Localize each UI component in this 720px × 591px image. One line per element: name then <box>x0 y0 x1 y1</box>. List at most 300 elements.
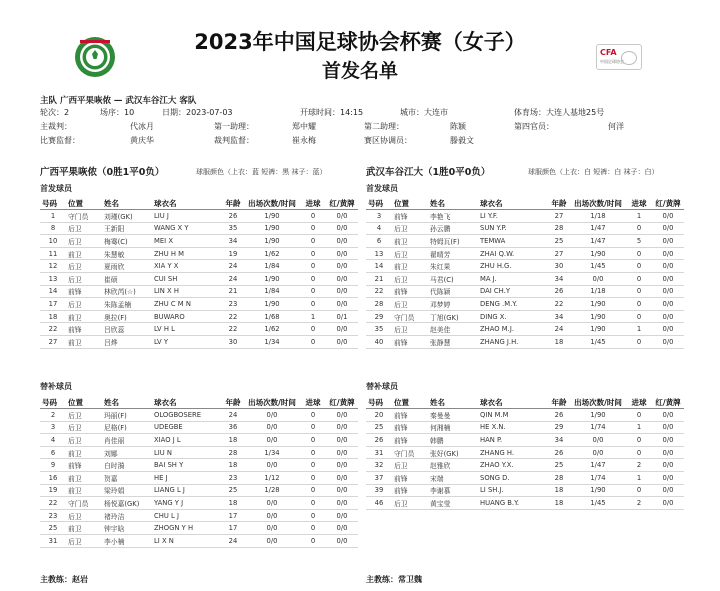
col-appearances-cell: 1/90 <box>244 298 300 311</box>
col-cards-cell: 0/0 <box>652 222 684 235</box>
col-name-cell: 吕欣蕊 <box>102 323 152 336</box>
col-shirt-name-cell: ZHAO Y.X. <box>478 459 548 472</box>
col-shirt-name-header: 球衣名 <box>152 396 222 409</box>
col-cards-cell: 0/0 <box>326 459 358 472</box>
col-shirt-name-cell: XIA Y X <box>152 260 222 273</box>
col-appearances-cell: 1/34 <box>244 335 300 348</box>
col-cards-cell: 0/0 <box>652 409 684 422</box>
coordinator-label: 赛区协调员： <box>364 136 412 145</box>
col-shirt-name-cell: LI Y.F. <box>478 210 548 223</box>
col-goals-cell: 0 <box>626 484 652 497</box>
col-number-cell: 35 <box>366 323 392 336</box>
col-age-cell: 26 <box>222 210 244 223</box>
col-cards-header: 红/黄牌 <box>652 396 684 409</box>
col-age-cell: 23 <box>222 298 244 311</box>
col-appearances-cell: 1/90 <box>570 247 626 260</box>
col-cards-cell: 0/0 <box>652 459 684 472</box>
col-shirt-name-cell: DENG .M.Y. <box>478 298 548 311</box>
col-appearances-cell: 1/12 <box>244 471 300 484</box>
col-position-cell: 前锋 <box>66 285 102 298</box>
fourth-official-label: 第四官员： <box>514 122 554 131</box>
col-goals-cell: 0 <box>300 210 326 223</box>
col-number-header: 号码 <box>366 197 392 210</box>
col-position-cell: 前锋 <box>66 459 102 472</box>
col-appearances-cell: 1/28 <box>244 484 300 497</box>
col-goals-cell: 0 <box>300 409 326 422</box>
col-shirt-name-cell: WANG X Y <box>152 222 222 235</box>
table-row <box>40 434 358 447</box>
col-age-cell: 27 <box>548 210 570 223</box>
table-row <box>40 260 358 273</box>
ref-inspector-label: 裁判监督： <box>214 136 254 145</box>
table-row <box>40 298 358 311</box>
col-number-cell: 27 <box>40 335 66 348</box>
col-name-cell: 代陈颖 <box>428 285 478 298</box>
col-age-cell: 22 <box>222 310 244 323</box>
col-name-cell: 玛丽(F) <box>102 409 152 422</box>
table-row <box>40 222 358 235</box>
col-goals-cell: 0 <box>300 298 326 311</box>
col-number-cell: 14 <box>366 260 392 273</box>
col-number-cell: 22 <box>40 497 66 510</box>
ref-inspector-name: 崔永梅 <box>292 136 316 145</box>
col-number-cell: 16 <box>40 471 66 484</box>
kickoff-time: 开球时间：14:15 <box>300 108 364 117</box>
col-cards-cell: 0/0 <box>652 323 684 336</box>
col-appearances-cell: 0/0 <box>244 497 300 510</box>
table-row <box>40 509 358 522</box>
col-shirt-name-cell: LV Y <box>152 335 222 348</box>
col-shirt-name-header: 球衣名 <box>152 197 222 210</box>
col-cards-cell: 0/0 <box>652 335 684 348</box>
col-number-cell: 17 <box>40 298 66 311</box>
col-appearances-cell: 1/90 <box>570 484 626 497</box>
col-cards-cell: 0/0 <box>326 298 358 311</box>
col-cards-cell: 0/0 <box>652 285 684 298</box>
col-name-cell: 秦曼曼 <box>428 409 478 422</box>
col-cards-cell: 0/1 <box>326 310 358 323</box>
table-row <box>366 323 684 336</box>
home-team-name: 广西平果咴侬（0胜1平0负） <box>40 167 165 178</box>
table-row <box>40 522 358 535</box>
col-age-cell: 24 <box>222 260 244 273</box>
col-number-cell: 29 <box>366 310 392 323</box>
table-row <box>366 272 684 285</box>
col-number-cell: 25 <box>40 522 66 535</box>
col-position-cell: 后卫 <box>392 247 428 260</box>
col-age-cell: 26 <box>548 285 570 298</box>
col-shirt-name-cell: CHU L J <box>152 509 222 522</box>
col-name-cell: 张好(GK) <box>428 446 478 459</box>
col-cards-cell: 0/0 <box>652 298 684 311</box>
col-appearances-cell: 0/0 <box>244 409 300 422</box>
col-shirt-name-cell: OLOGBOSERE <box>152 409 222 422</box>
col-age-cell: 24 <box>222 409 244 422</box>
col-position-cell: 前卫 <box>66 446 102 459</box>
col-shirt-name-cell: BAI SH Y <box>152 459 222 472</box>
table-row <box>40 409 358 422</box>
col-appearances-cell: 1/90 <box>570 323 626 336</box>
col-name-cell: 奥拉(F) <box>102 310 152 323</box>
col-name-cell: 朱慧敏 <box>102 247 152 260</box>
col-number-cell: 28 <box>366 298 392 311</box>
page-header <box>0 0 720 88</box>
col-appearances-cell: 0/0 <box>244 522 300 535</box>
col-shirt-name-cell: ZHAO M.J. <box>478 323 548 336</box>
col-age-cell: 22 <box>548 298 570 311</box>
col-cards-cell: 0/0 <box>326 260 358 273</box>
col-goals-cell: 2 <box>626 459 652 472</box>
table-row <box>40 484 358 497</box>
col-appearances-cell: 1/74 <box>570 471 626 484</box>
col-cards-header: 红/黄牌 <box>326 396 358 409</box>
col-shirt-name-cell: ZHAI Q.W. <box>478 247 548 260</box>
col-age-cell: 18 <box>548 484 570 497</box>
ar2-name: 陈颖 <box>450 122 466 131</box>
col-position-header: 位置 <box>392 396 428 409</box>
col-shirt-name-cell: HAN P. <box>478 434 548 447</box>
col-appearances-cell: 1/84 <box>244 260 300 273</box>
col-position-header: 位置 <box>392 197 428 210</box>
col-name-header: 姓名 <box>428 396 478 409</box>
col-goals-header: 进球 <box>300 396 326 409</box>
col-goals-cell: 0 <box>300 459 326 472</box>
col-cards-cell: 0/0 <box>652 421 684 434</box>
col-number-cell: 18 <box>40 310 66 323</box>
col-position-cell: 后卫 <box>66 260 102 273</box>
col-appearances-header: 出场次数/时间 <box>244 396 300 409</box>
col-goals-cell: 0 <box>300 497 326 510</box>
home-subs-table <box>40 396 358 548</box>
col-goals-cell: 0 <box>300 285 326 298</box>
col-appearances-cell: 1/84 <box>244 285 300 298</box>
col-age-cell: 18 <box>548 497 570 510</box>
col-age-cell: 18 <box>222 459 244 472</box>
home-kit-colors: 球服颜色（上衣：蓝 短裤：黑 袜子：蓝） <box>196 168 327 176</box>
col-name-cell: 刘娜 <box>102 446 152 459</box>
col-position-cell: 前锋 <box>392 434 428 447</box>
col-age-cell: 18 <box>222 434 244 447</box>
table-row <box>366 484 684 497</box>
col-age-cell: 25 <box>548 459 570 472</box>
col-position-cell: 前卫 <box>66 522 102 535</box>
col-position-cell: 后卫 <box>392 298 428 311</box>
col-cards-cell: 0/0 <box>652 497 684 510</box>
away-subs-heading: 替补球员 <box>366 382 398 391</box>
col-goals-cell: 0 <box>300 446 326 459</box>
col-age-cell: 17 <box>222 509 244 522</box>
col-shirt-name-cell: ZHU H M <box>152 247 222 260</box>
col-position-cell: 前锋 <box>392 285 428 298</box>
col-name-cell: 王新阳 <box>102 222 152 235</box>
table-row <box>40 285 358 298</box>
col-age-header: 年龄 <box>548 396 570 409</box>
round-label: 轮次：2 <box>40 108 70 117</box>
col-name-cell: 黄宝莹 <box>428 497 478 510</box>
table-row <box>40 210 358 223</box>
col-shirt-name-cell: LIN X H <box>152 285 222 298</box>
col-age-cell: 18 <box>548 335 570 348</box>
col-goals-cell: 0 <box>626 222 652 235</box>
col-number-cell: 32 <box>366 459 392 472</box>
ar1-label: 第一助理： <box>214 122 254 131</box>
col-goals-cell: 0 <box>626 409 652 422</box>
col-goals-cell: 0 <box>626 335 652 348</box>
cfa-badge-text: CFA <box>600 48 617 57</box>
table-row <box>40 421 358 434</box>
col-number-cell: 6 <box>40 446 66 459</box>
col-position-cell: 前锋 <box>392 471 428 484</box>
col-goals-header: 进球 <box>626 396 652 409</box>
col-number-cell: 19 <box>40 484 66 497</box>
col-shirt-name-cell: HUANG B.Y. <box>478 497 548 510</box>
col-position-cell: 前卫 <box>66 484 102 497</box>
col-position-cell: 后卫 <box>392 222 428 235</box>
col-shirt-name-cell: DING X. <box>478 310 548 323</box>
col-name-cell: 尼格(F) <box>102 421 152 434</box>
table-row <box>366 446 684 459</box>
table-row <box>40 534 358 547</box>
col-appearances-cell: 0/0 <box>244 421 300 434</box>
col-goals-cell: 5 <box>626 235 652 248</box>
col-appearances-header: 出场次数/时间 <box>570 197 626 210</box>
col-goals-cell: 0 <box>300 522 326 535</box>
col-cards-cell: 0/0 <box>326 285 358 298</box>
col-appearances-cell: 0/0 <box>244 434 300 447</box>
away-kit-colors: 球服颜色（上衣：白 短裤：白 袜子：白） <box>528 168 659 176</box>
table-row <box>40 459 358 472</box>
col-name-cell: 李艳飞 <box>428 210 478 223</box>
col-goals-header: 进球 <box>300 197 326 210</box>
col-goals-header: 进球 <box>626 197 652 210</box>
col-goals-cell: 0 <box>626 298 652 311</box>
col-appearances-cell: 1/90 <box>570 409 626 422</box>
col-cards-cell: 0/0 <box>326 434 358 447</box>
away-coach: 主教练：常卫魏 <box>366 575 422 584</box>
col-shirt-name-cell: LI X N <box>152 534 222 547</box>
col-shirt-name-header: 球衣名 <box>478 197 548 210</box>
coordinator-name: 滕毅文 <box>450 136 474 145</box>
table-row <box>40 497 358 510</box>
col-position-cell: 前锋 <box>392 409 428 422</box>
col-position-cell: 后卫 <box>392 272 428 285</box>
col-shirt-name-cell: ZHU H.G. <box>478 260 548 273</box>
col-name-cell: 宋端 <box>428 471 478 484</box>
col-number-cell: 40 <box>366 335 392 348</box>
match-teams-line: 主队 广西平果咴侬 — 武汉车谷江大 客队 <box>40 96 197 106</box>
col-cards-cell: 0/0 <box>326 522 358 535</box>
col-appearances-cell: 1/47 <box>570 459 626 472</box>
col-goals-cell: 0 <box>626 260 652 273</box>
col-age-cell: 24 <box>548 323 570 336</box>
col-cards-cell: 0/0 <box>652 310 684 323</box>
table-row <box>40 272 358 285</box>
col-position-cell: 后卫 <box>66 222 102 235</box>
fourth-official-name: 何洋 <box>608 122 624 131</box>
table-row <box>40 247 358 260</box>
home-starters-heading: 首发球员 <box>40 184 72 193</box>
supervisor-name: 黄庆华 <box>130 136 154 145</box>
col-shirt-name-cell: HE X.N. <box>478 421 548 434</box>
col-appearances-cell: 1/62 <box>244 247 300 260</box>
col-goals-cell: 1 <box>626 421 652 434</box>
page-subtitle: 首发名单 <box>321 60 398 82</box>
col-shirt-name-cell: DAI CH.Y <box>478 285 548 298</box>
col-goals-cell: 0 <box>300 272 326 285</box>
col-position-cell: 后卫 <box>66 409 102 422</box>
col-cards-cell: 0/0 <box>652 247 684 260</box>
col-age-cell: 29 <box>548 421 570 434</box>
col-number-cell: 22 <box>40 323 66 336</box>
col-number-cell: 3 <box>40 421 66 434</box>
col-age-cell: 36 <box>222 421 244 434</box>
col-cards-header: 红/黄牌 <box>326 197 358 210</box>
col-number-cell: 3 <box>366 210 392 223</box>
col-name-cell: 白时漪 <box>102 459 152 472</box>
col-number-cell: 2 <box>40 409 66 422</box>
ar2-label: 第二助理： <box>364 122 404 131</box>
table-row <box>366 247 684 260</box>
table-row <box>366 298 684 311</box>
table-row <box>40 235 358 248</box>
col-appearances-cell: 1/90 <box>570 310 626 323</box>
col-appearances-cell: 1/18 <box>570 285 626 298</box>
col-position-cell: 前卫 <box>66 471 102 484</box>
col-position-cell: 后卫 <box>66 509 102 522</box>
col-cards-header: 红/黄牌 <box>652 197 684 210</box>
table-row <box>366 260 684 273</box>
table-row <box>366 409 684 422</box>
col-number-cell: 14 <box>40 285 66 298</box>
col-name-cell: 韩鹏 <box>428 434 478 447</box>
col-age-cell: 18 <box>222 497 244 510</box>
col-cards-cell: 0/0 <box>326 421 358 434</box>
col-name-cell: 梅骞(C) <box>102 235 152 248</box>
col-name-cell: 贺嘉 <box>102 471 152 484</box>
col-number-cell: 10 <box>40 235 66 248</box>
col-shirt-name-cell: CUI SH <box>152 272 222 285</box>
col-shirt-name-cell: ZHANG J.H. <box>478 335 548 348</box>
col-appearances-cell: 1/90 <box>244 222 300 235</box>
col-goals-cell: 0 <box>300 421 326 434</box>
col-age-header: 年龄 <box>222 396 244 409</box>
col-goals-cell: 0 <box>626 272 652 285</box>
col-position-cell: 后卫 <box>66 272 102 285</box>
col-position-cell: 后卫 <box>66 421 102 434</box>
col-number-cell: 25 <box>366 421 392 434</box>
referee-label: 主裁判： <box>40 122 72 131</box>
col-shirt-name-cell: HE J <box>152 471 222 484</box>
supervisor-label: 比赛监督： <box>40 136 80 145</box>
col-position-cell: 守门员 <box>66 497 102 510</box>
col-goals-cell: 0 <box>300 434 326 447</box>
match-info-row-2 <box>40 121 680 135</box>
match-no: 场序：10 <box>100 108 135 117</box>
col-appearances-cell: 1/45 <box>570 497 626 510</box>
col-number-cell: 31 <box>366 446 392 459</box>
col-goals-cell: 0 <box>626 285 652 298</box>
table-row <box>366 497 684 510</box>
match-date: 日期：2023-07-03 <box>162 108 233 117</box>
col-name-cell: 夏雨欣 <box>102 260 152 273</box>
col-cards-cell: 0/0 <box>326 484 358 497</box>
col-age-cell: 19 <box>222 247 244 260</box>
col-shirt-name-cell: UDEGBE <box>152 421 222 434</box>
col-shirt-name-cell: SONG D. <box>478 471 548 484</box>
stadium: 体育场：大连人基地25号 <box>514 108 605 117</box>
col-goals-cell: 0 <box>300 484 326 497</box>
col-appearances-cell: 0/0 <box>570 272 626 285</box>
col-age-cell: 34 <box>548 310 570 323</box>
col-age-cell: 34 <box>222 235 244 248</box>
col-goals-cell: 1 <box>626 471 652 484</box>
col-cards-cell: 0/0 <box>326 235 358 248</box>
col-shirt-name-cell: ZHU C M N <box>152 298 222 311</box>
col-position-cell: 守门员 <box>392 446 428 459</box>
col-number-cell: 37 <box>366 471 392 484</box>
col-number-cell: 39 <box>366 484 392 497</box>
col-name-cell: 林欣芮(☆) <box>102 285 152 298</box>
col-shirt-name-cell: XIAO J L <box>152 434 222 447</box>
col-name-cell: 朱陈孟楠 <box>102 298 152 311</box>
table-row <box>366 285 684 298</box>
col-appearances-cell: 1/47 <box>570 222 626 235</box>
col-position-header: 位置 <box>66 396 102 409</box>
col-age-cell: 21 <box>222 285 244 298</box>
col-appearances-header: 出场次数/时间 <box>244 197 300 210</box>
col-age-cell: 34 <box>548 434 570 447</box>
col-age-cell: 35 <box>222 222 244 235</box>
table-row <box>40 335 358 348</box>
col-cards-cell: 0/0 <box>326 497 358 510</box>
cfa-badge <box>596 44 642 70</box>
col-number-cell: 4 <box>366 222 392 235</box>
col-shirt-name-cell: MEI X <box>152 235 222 248</box>
col-number-cell: 13 <box>366 247 392 260</box>
home-coach: 主教练：赵岩 <box>40 575 88 584</box>
col-goals-cell: 0 <box>300 260 326 273</box>
match-info <box>40 94 680 149</box>
col-position-cell: 前锋 <box>66 323 102 336</box>
col-appearances-cell: 1/74 <box>570 421 626 434</box>
col-shirt-name-cell: LIANG L J <box>152 484 222 497</box>
col-shirt-name-cell: LIU N <box>152 446 222 459</box>
col-appearances-cell: 1/62 <box>244 323 300 336</box>
col-position-cell: 后卫 <box>66 235 102 248</box>
col-appearances-cell: 1/45 <box>570 260 626 273</box>
col-position-cell: 前卫 <box>392 260 428 273</box>
col-position-cell: 后卫 <box>66 534 102 547</box>
ar1-name: 郑中耀 <box>292 122 316 131</box>
referee-name: 代冰月 <box>130 122 154 131</box>
col-name-cell: 吕烨 <box>102 335 152 348</box>
away-subs-table <box>366 396 684 510</box>
col-age-header: 年龄 <box>222 197 244 210</box>
col-cards-cell: 0/0 <box>326 210 358 223</box>
cfa-badge-subtext: 中国足球协会 <box>600 59 624 64</box>
col-number-cell: 1 <box>40 210 66 223</box>
col-number-cell: 20 <box>366 409 392 422</box>
col-position-cell: 后卫 <box>66 434 102 447</box>
col-position-cell: 前锋 <box>392 210 428 223</box>
table-row <box>366 421 684 434</box>
col-appearances-cell: 0/0 <box>244 509 300 522</box>
col-name-cell: 崔硕 <box>102 272 152 285</box>
col-goals-cell: 0 <box>626 310 652 323</box>
col-number-cell: 6 <box>366 235 392 248</box>
table-header-row <box>366 197 684 210</box>
col-name-cell: 肖佳丽 <box>102 434 152 447</box>
